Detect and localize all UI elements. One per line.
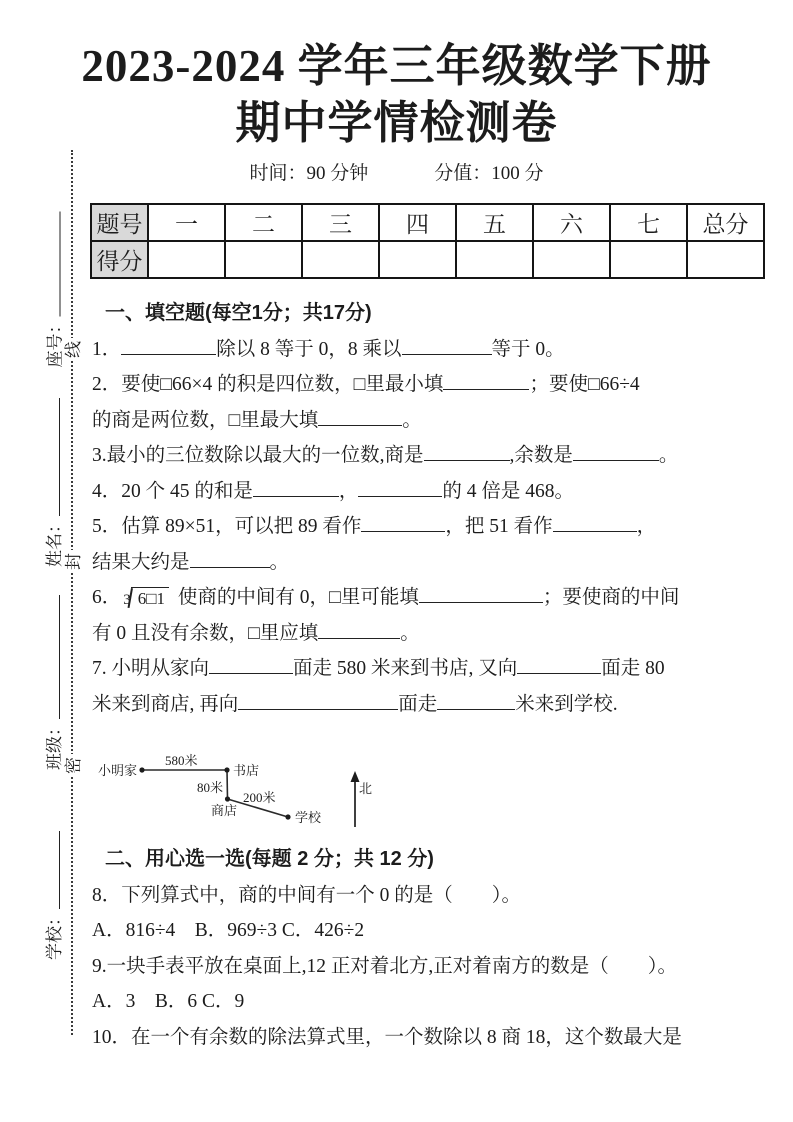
question-text: A．3 B．6 C．9 (92, 991, 245, 1012)
table-header-cell: 四 (379, 204, 456, 241)
margin-field-class (41, 580, 63, 770)
question-text: 2．要使□66×4 的积是四位数，□里最小填 (92, 374, 444, 395)
question-text: 7. 小明从家向 (92, 658, 210, 679)
fill-in-blank (190, 546, 270, 567)
long-division-expression (123, 587, 169, 610)
question-text: 面走 80 (601, 658, 665, 679)
north-label: 北 (359, 781, 373, 796)
question-text: 有 0 且没有余数，□里应填 (92, 622, 319, 644)
score-cell (687, 241, 764, 278)
question-text: 9.一块手表平放在桌面上,12 正对着北方,正对着南方的数是（ ）。 (92, 955, 678, 977)
exam-info-line (0, 158, 793, 185)
bookstore-dot (224, 767, 229, 772)
fill-in-blank (318, 404, 402, 425)
margin-field-label: 姓名： (44, 516, 64, 567)
time-info: 时间：90 分钟 (249, 163, 369, 184)
table-header-cell: 三 (302, 204, 379, 241)
fill-in-blank (358, 475, 442, 496)
question-text: 5．估算 89×51，可以把 89 看作 (92, 516, 362, 537)
fill-in-blank (121, 333, 216, 354)
fill-in-blank (553, 511, 637, 532)
fill-in-blank (402, 333, 492, 354)
question-body (92, 296, 770, 1055)
question-line (92, 616, 770, 652)
seal-char-mi: 密 (65, 754, 82, 777)
question-text: 米来到学校. (515, 693, 618, 715)
long-division-divisor: 3 (123, 592, 131, 608)
question-text: A．816÷4 B．969÷3 C．426÷2 (92, 920, 365, 941)
margin-field-blank (45, 398, 60, 516)
fill-in-blank (253, 475, 339, 496)
score-cell (148, 241, 225, 278)
school-dot (285, 814, 290, 819)
fill-in-blank (437, 688, 515, 709)
score-cell (379, 241, 456, 278)
page-title (0, 38, 793, 152)
margin-field-blank (45, 595, 60, 719)
question-text: 。 (400, 622, 420, 644)
question-line (92, 403, 770, 439)
fill-in-blank (238, 688, 398, 709)
dist-580-label: 580米 (165, 753, 198, 768)
home-label: 小明家 (98, 763, 138, 778)
question-line (92, 878, 770, 914)
seal-dotted-line (71, 150, 73, 1035)
question-text: 面走 580 米来到书店, 又向 (293, 658, 518, 679)
table-header-cell: 二 (225, 204, 302, 241)
question-line (92, 474, 770, 510)
question-text: 使商的中间有 0，□里可能填 (173, 587, 419, 608)
score-row-label: 得分 (91, 241, 148, 278)
long-division-dividend: 6□1 (131, 587, 169, 608)
question-text: 4．20 个 45 的和是 (92, 480, 253, 502)
shop-label: 商店 (211, 803, 238, 818)
fill-in-blank (424, 440, 510, 461)
question-line (92, 651, 770, 687)
question-text: 的 4 倍是 468。 (442, 480, 575, 502)
question-text: 。 (402, 409, 422, 431)
fill-in-blank (573, 440, 659, 461)
page-title-line1: 2023-2024 学年三年级数学下册 (81, 41, 712, 91)
dist-200-label: 200米 (243, 790, 276, 805)
route-diagram (95, 747, 395, 839)
score-table-header-row (91, 204, 764, 241)
fill-in-blank (517, 653, 601, 674)
question-text: 面走 (398, 693, 438, 715)
question-line (92, 580, 770, 616)
question-text: ， (338, 480, 359, 502)
question-line (92, 509, 770, 545)
question-text: 1． (92, 338, 122, 360)
page-title-line2: 期中学情检测卷 (235, 98, 558, 148)
question-line (92, 1020, 770, 1056)
question-text: 米来到商店, 再向 (92, 693, 239, 715)
table-header-cell: 题号 (91, 204, 148, 241)
fill-in-blank (361, 511, 445, 532)
table-header-cell: 总分 (687, 204, 764, 241)
question-text: 3.最小的三位数除以最大的一位数,商是 (92, 445, 424, 466)
table-header-cell: 一 (148, 204, 225, 241)
score-table (90, 203, 765, 279)
question-line (92, 545, 770, 581)
margin-field-name (41, 389, 63, 567)
question-line (92, 367, 770, 403)
score-cell (533, 241, 610, 278)
score-cell (225, 241, 302, 278)
route-line-bookstore-shop (227, 770, 228, 799)
home-dot (139, 767, 144, 772)
margin-field-seat (42, 203, 64, 368)
fill-in-blank (318, 617, 400, 638)
seal-char-feng: 封 (65, 550, 82, 573)
question-line (92, 438, 770, 474)
dist-80-label: 80米 (197, 780, 224, 795)
question-text: ,余数是 (509, 445, 573, 466)
question-text: 8．下列算式中，商的中间有一个 0 的是（ ）。 (92, 884, 522, 906)
question-text: 的商是两位数，□里最大填 (92, 409, 319, 431)
question-line (92, 332, 770, 368)
shop-dot (225, 796, 230, 801)
seal-char-xian: 线 (65, 338, 82, 361)
question-text: 结果大约是 (92, 551, 190, 573)
table-header-cell: 七 (610, 204, 687, 241)
question-line (92, 913, 770, 949)
question-text: 。 (269, 551, 290, 573)
margin-field-school (41, 820, 63, 960)
fill-in-blank (209, 653, 293, 674)
question-line (92, 687, 770, 723)
question-text: ，把 51 看作 (445, 516, 553, 537)
table-header-cell: 五 (456, 204, 533, 241)
question-text: 10．在一个有余数的除法算式里，一个数除以 8 商 18，这个数最大是 (92, 1026, 682, 1048)
score-info: 分值：100 分 (434, 163, 544, 184)
margin-field-label: 座号： (45, 316, 64, 368)
question-line (92, 949, 770, 985)
score-table-score-row (91, 241, 764, 278)
question-text: ， (636, 516, 657, 537)
section-heading: 一、填空题(每空1分；共17分) (105, 302, 372, 324)
margin-field-blank (45, 831, 60, 909)
school-label: 学校 (295, 810, 322, 825)
question-text: ；要使商的中间 (542, 587, 680, 608)
score-cell (610, 241, 687, 278)
margin-field-blank (45, 212, 60, 317)
question-text: 等于 0。 (491, 338, 565, 360)
fill-in-blank (443, 369, 529, 390)
question-text: ；要使□66÷4 (529, 374, 640, 395)
margin-field-label: 班级： (44, 719, 64, 770)
table-header-cell: 六 (533, 204, 610, 241)
question-text: 6． (92, 587, 122, 608)
question-line (92, 984, 770, 1020)
score-cell (456, 241, 533, 278)
section-heading: 二、用心选一选(每题 2 分；共 12 分) (105, 848, 434, 870)
score-cell (302, 241, 379, 278)
fill-in-blank (419, 582, 543, 603)
question-text: 。 (658, 445, 679, 466)
question-text: 除以 8 等于 0，8 乘以 (216, 338, 402, 360)
margin-field-label: 学校： (44, 909, 64, 960)
bookstore-label: 书店 (233, 763, 260, 778)
